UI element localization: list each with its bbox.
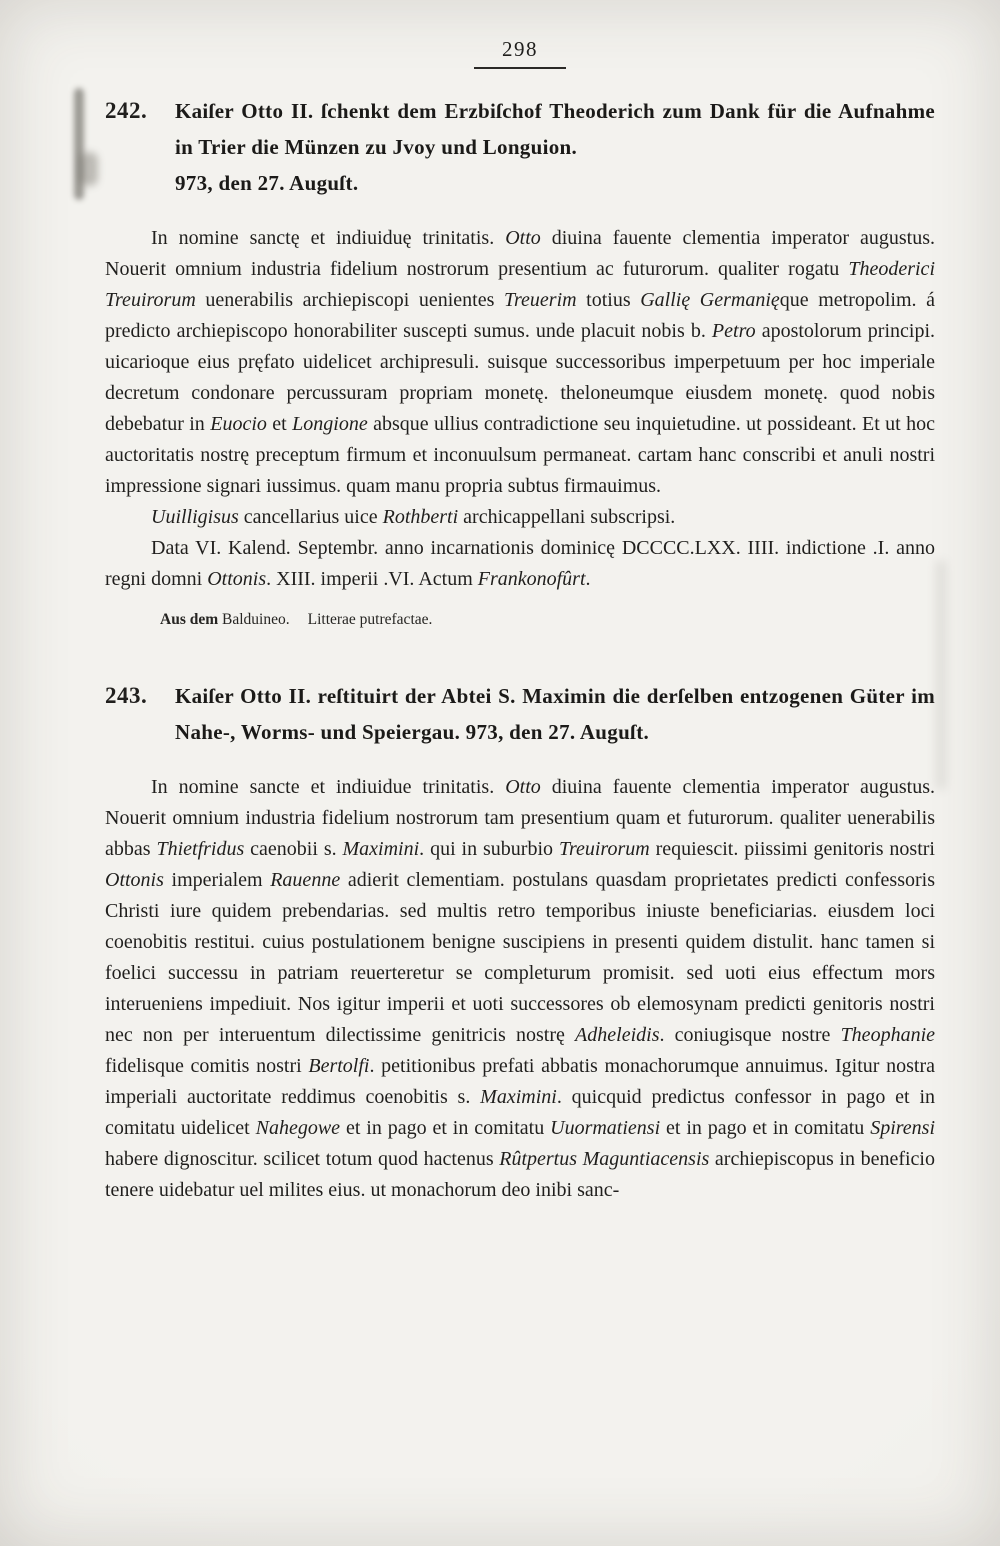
- entry-243-heading-block: [105, 678, 935, 750]
- page-number: 298: [474, 36, 566, 69]
- entry-243: [105, 678, 935, 1206]
- entry-number: 243.: [105, 683, 148, 708]
- subscription-line: Uuilligisus cancellarius uice Rothberti archicappellani subscripsi.: [151, 506, 676, 528]
- entry-heading-text: Kaiſer Otto II. reſtituirt der Abtei S. Maximin die derſelben entzogenen Güter im Nahe-, Worms- und Speiergau. 973, den 27. Auguſt.: [175, 684, 935, 744]
- entry-242-heading-block: [105, 93, 935, 201]
- dating-clause: Data VI. Kalend. Septembr. anno incarnationis dominicę DCCCC.LXX. IIII. indictione .I. anno regni domni Ottonis. XIII. imperii .VI. Actum Frankonofûrt.: [105, 537, 935, 590]
- entry-heading: [175, 678, 935, 750]
- entry-heading-text: Kaiſer Otto II. ſchenkt dem Erzbiſchof Theoderich zum Dank für die Aufnahme in Trier die Münzen zu Jvoy und Longuion.: [175, 99, 935, 159]
- entry-242: [105, 93, 935, 630]
- entry-242-body: [105, 223, 935, 595]
- charter-text-paragraph: In nomine sancte et indiuidue trinitatis. Otto diuina fauente clementia imperator augustus. Nouerit omnium industria fidelium nostrorum tam presentium quam et futurorum. qualiter uenerabilis abbas Thietfridus caenobii s. Maximini. qui in suburbio Treuirorum requiescit. piissimi genitoris nostri Ottonis imperialem Rauenne adierit clementiam. postulans quasdam proprietates predicti confessoris Christi iure quidem prebendarias. sed multis retro temporibus iniuste beneficiarias. eiusdem loci coenobitis restitui. cuius postulationem benigne suscipiens in presenti quidem distulit. hanc tamen si foelici successu in patriam reuerteretur se completurum promisit. sed uoti eius effectum mors interueniens impediuit. Nos igitur imperii et uoti successores ob elemosynam predicti genitoris nostri nec non per interuentum dilectissime genitricis nostrę Adheleidis. coniugisque nostre Theophanie fidelisque comitis nostri Bertolfi. petitionibus prefati abbatis monachorumque annuimus. Igitur nostra imperiali auctoritate reddimus coenobitis s. Maximini. quicquid predictus confessor in pago et in comitatu uidelicet Nahegowe et in pago et in comitatu Uuormatiensi et in pago et in comitatu Spirensi habere dignoscitur. scilicet totum quod hactenus Rûtpertus Maguntiacensis archiepiscopus in beneficio tenere uidebatur uel milites eius. ut monachorum deo inibi sanc-: [105, 776, 936, 1201]
- scan-smudge-left: [74, 88, 84, 200]
- entry-heading-date: 973, den 27. Auguſt.: [175, 171, 359, 195]
- charter-text-paragraph: In nomine sanctę et indiuiduę trinitatis. Otto diuina fauente clementia imperator augustus. Nouerit omnium industria fidelium nostrorum presentium ac futurorum. qualiter rogatu Theoderici Treuirorum uenerabilis archiepiscopi uenientes Treuerim totius Gallię Germanięque metropolim. á predicto archiepiscopo honorabiliter suscepti sumus. unde placuit nobis b. Petro apostolorum principi. uicarioque eius pręfato uidelicet archipresuli. suisque successoribus imperpetuum per hoc imperiale decretum condonare percussuram propriam monetę. theloneumque eiusdem monetę. quod nobis debebatur in Euocio et Longione absque ullius contradictione seu inquietudine. ut possideant. Et ut hoc auctoritatis nostrę preceptum firmum et inconuulsum permaneat. cartam hanc conscribi et anuli nostri impressione signari iussimus. quam manu propria subtus firmauimus.: [105, 227, 936, 497]
- entry-number: 242.: [105, 98, 148, 123]
- page-header: [105, 36, 935, 69]
- scan-smudge-right: [936, 560, 946, 790]
- entry-243-body: [105, 772, 935, 1206]
- scan-smudge-left-lower: [80, 152, 98, 186]
- entry-heading: [175, 93, 935, 201]
- source-note: Aus dem Balduineo. Litterae putrefactae.: [160, 611, 433, 628]
